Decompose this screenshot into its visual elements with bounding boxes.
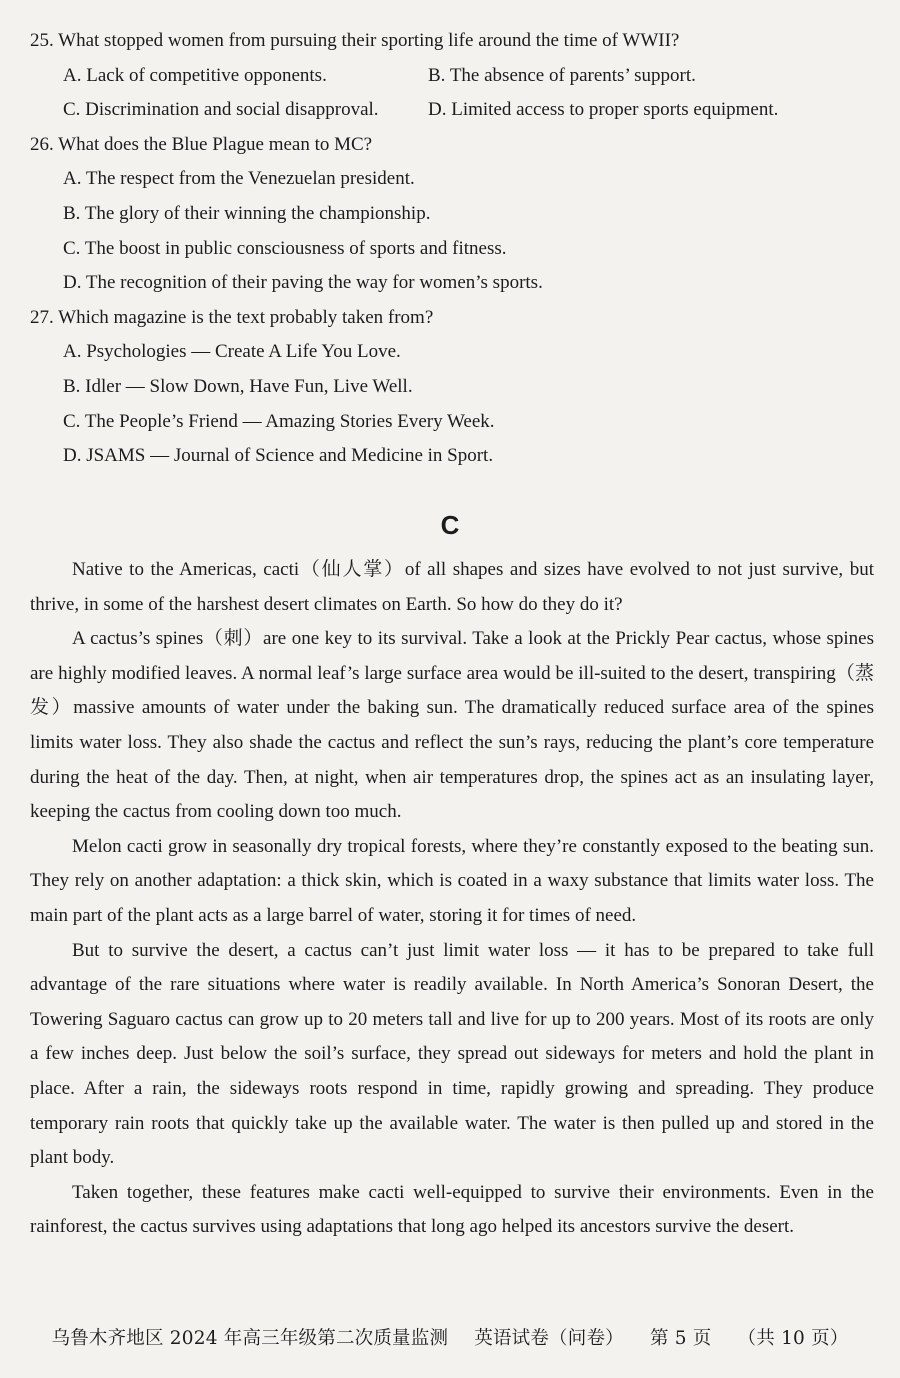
passage-paragraph: A cactus’s spines（刺）are one key to its survival. Take a look at the Prickly Pear cactus, whose spines are highly modified leaves. A normal leaf’s large surface area would be ill-suited to the desert, transpiring（蒸发）massive amounts of water under the baking sun. The dramatically reduced surface area of the spines limits water loss. They also shade the cactus and reflect the sun’s rays, reducing the plant’s core temperature during the heat of the day. Then, at night, when air temperatures drop, the spines act as an insulating layer, keeping the cactus from cooling down too much. — [30, 628, 874, 823]
option-row — [30, 93, 876, 128]
question-26 — [30, 128, 876, 301]
question-25 — [30, 24, 876, 128]
reading-passage — [30, 553, 874, 1245]
question-27 — [30, 301, 876, 474]
option-c: C. The boost in public consciousness of sports and fitness. — [63, 237, 507, 259]
page-footer — [0, 1324, 900, 1350]
option-d: D. Limited access to proper sports equipment. — [428, 99, 779, 121]
section-title: C — [440, 510, 460, 540]
question-stem: 25. What stopped women from pursuing their sporting life around the time of WWII? — [30, 30, 680, 51]
option-d: D. The recognition of their paving the way for women’s sports. — [63, 272, 543, 294]
option-a: A. The respect from the Venezuelan president. — [63, 168, 415, 190]
option-c: C. Discrimination and social disapproval. — [63, 99, 379, 121]
passage-paragraph: Melon cacti grow in seasonally dry tropical forests, where they’re constantly exposed to the beating sun. They rely on another adaptation: a thick skin, which is coated in a waxy substance that limits water loss. The main part of the plant acts as a large barrel of water, storing it for times of need. — [30, 835, 874, 926]
option-d: D. JSAMS — Journal of Science and Medicine in Sport. — [63, 445, 494, 467]
option-b: B. The absence of parents’ support. — [428, 64, 696, 86]
footer-total-pages: （共 10 页） — [737, 1328, 849, 1349]
question-stem: 26. What does the Blue Plague mean to MC? — [30, 133, 373, 155]
footer-page-number: 第 5 页 — [649, 1328, 712, 1349]
option-b: B. The glory of their winning the championship. — [63, 202, 431, 224]
passage-paragraph: Taken together, these features make cacti well-equipped to survive their environments. Even in the rainforest, the cactus survives using adaptations that long ago helped its ancestors survive the desert. — [30, 1181, 874, 1238]
passage-paragraph: But to survive the desert, a cactus can’t just limit water loss — it has to be prepared to take full advantage of the rare situations where water is readily available. In North America’s Sonoran Desert, the Towering Saguaro cactus can grow up to 20 meters tall and live for up to 200 years. Most of its roots are only a few inches deep. Just below the soil’s surface, they spread out sideways for meters and hold the plant in place. After a rain, the sideways roots respond in time, rapidly growing and spreading. They produce temporary rain roots that quickly take up the available water. The water is then pulled up and stored in the plant body. — [30, 939, 874, 1169]
footer-exam-title: 乌鲁木齐地区 2024 年高三年级第二次质量监测 — [51, 1328, 449, 1349]
option-a: A. Lack of competitive opponents. — [63, 64, 327, 86]
passage-paragraph: Native to the Americas, cacti（仙人掌）of all shapes and sizes have evolved to not just survive, but thrive, in some of the harshest desert climates on Earth. So how do they do it? — [30, 559, 874, 615]
option-a: A. Psychologies — Create A Life You Love. — [63, 341, 401, 363]
question-stem: 27. Which magazine is the text probably taken from? — [30, 306, 434, 328]
option-b: B. Idler — Slow Down, Have Fun, Live Well. — [63, 375, 413, 397]
option-row — [30, 59, 876, 94]
footer-paper-name: 英语试卷（问卷） — [474, 1328, 624, 1349]
option-c: C. The People’s Friend — Amazing Stories Every Week. — [63, 410, 495, 432]
